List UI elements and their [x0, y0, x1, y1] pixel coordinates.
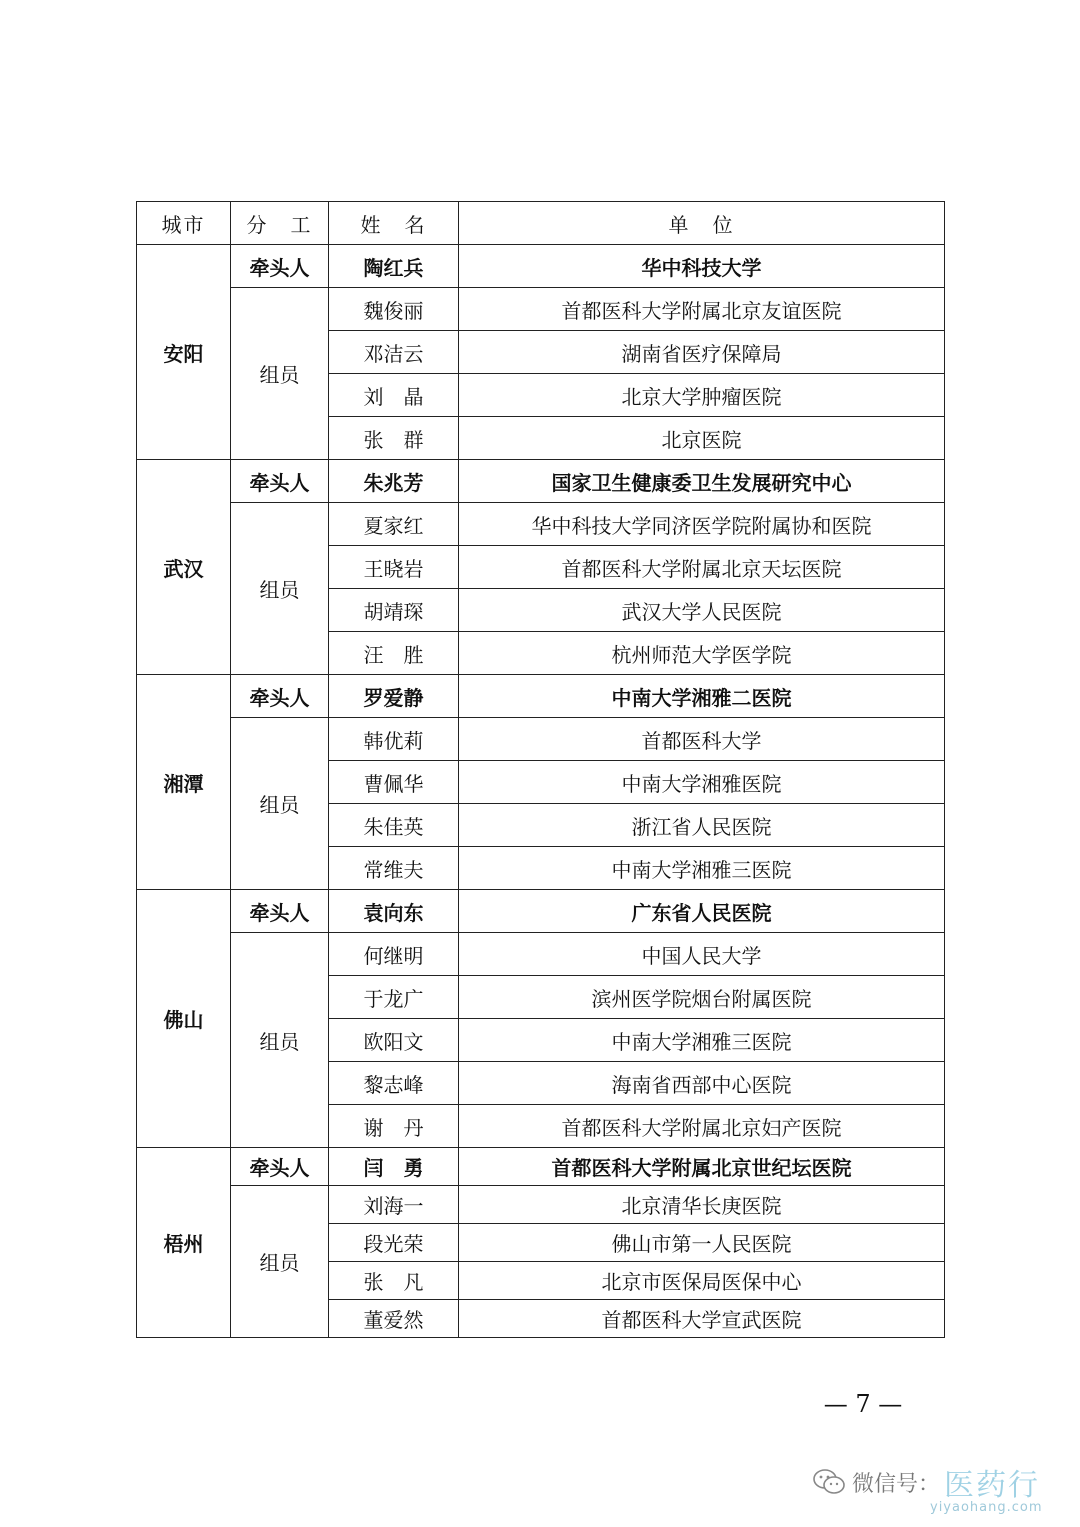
header-name: 姓 名 [329, 202, 459, 245]
member-role-cell: 组员 [231, 288, 329, 460]
name-cell: 魏俊丽 [329, 288, 459, 331]
unit-cell: 中南大学湘雅三医院 [459, 847, 945, 890]
header-role: 分 工 [231, 202, 329, 245]
table-row [137, 288, 945, 331]
name-cell: 何继明 [329, 933, 459, 976]
name-cell: 朱佳英 [329, 804, 459, 847]
page-number: — 7 — [823, 1390, 903, 1418]
unit-cell: 广东省人民医院 [459, 890, 945, 933]
name-cell: 常维夫 [329, 847, 459, 890]
name-cell: 袁向东 [329, 890, 459, 933]
name-cell: 罗爱静 [329, 675, 459, 718]
name-cell: 夏家红 [329, 503, 459, 546]
unit-cell: 首都医科大学附属北京天坛医院 [459, 546, 945, 589]
unit-cell: 北京市医保局医保中心 [459, 1262, 945, 1300]
city-cell: 佛山 [137, 890, 231, 1148]
unit-cell: 海南省西部中心医院 [459, 1062, 945, 1105]
lead-role-cell: 牵头人 [231, 460, 329, 503]
header-city: 城市 [137, 202, 231, 245]
table-row [137, 1148, 945, 1186]
unit-cell: 北京清华长庚医院 [459, 1186, 945, 1224]
group-foshan [137, 890, 945, 1148]
unit-cell: 首都医科大学附属北京世纪坛医院 [459, 1148, 945, 1186]
name-cell: 欧阳文 [329, 1019, 459, 1062]
unit-cell: 北京医院 [459, 417, 945, 460]
lead-role-cell: 牵头人 [231, 890, 329, 933]
table-row [137, 1186, 945, 1224]
name-cell: 谢 丹 [329, 1105, 459, 1148]
name-cell: 曹佩华 [329, 761, 459, 804]
unit-cell: 中南大学湘雅医院 [459, 761, 945, 804]
unit-cell: 华中科技大学同济医学院附属协和医院 [459, 503, 945, 546]
name-cell: 黎志峰 [329, 1062, 459, 1105]
city-cell: 安阳 [137, 245, 231, 460]
name-cell: 汪 胜 [329, 632, 459, 675]
member-role-cell: 组员 [231, 1186, 329, 1338]
table-row [137, 890, 945, 933]
group-xiangtan [137, 675, 945, 890]
header-row [137, 202, 945, 245]
name-cell: 胡靖琛 [329, 589, 459, 632]
unit-cell: 中国人民大学 [459, 933, 945, 976]
unit-cell: 武汉大学人民医院 [459, 589, 945, 632]
table-row [137, 933, 945, 976]
unit-cell: 佛山市第一人民医院 [459, 1224, 945, 1262]
name-cell: 王晓岩 [329, 546, 459, 589]
wechat-watermark [812, 1458, 1040, 1506]
table-row [137, 675, 945, 718]
unit-cell: 北京大学肿瘤医院 [459, 374, 945, 417]
unit-cell: 首都医科大学宣武医院 [459, 1300, 945, 1338]
header-unit: 单 位 [459, 202, 945, 245]
name-cell: 于龙广 [329, 976, 459, 1019]
member-roster-table [136, 201, 945, 1338]
unit-cell: 首都医科大学 [459, 718, 945, 761]
name-cell: 刘海一 [329, 1186, 459, 1224]
lead-role-cell: 牵头人 [231, 1148, 329, 1186]
table-row [137, 503, 945, 546]
unit-cell: 中南大学湘雅二医院 [459, 675, 945, 718]
group-wuhan [137, 460, 945, 675]
unit-cell: 湖南省医疗保障局 [459, 331, 945, 374]
watermark-url: yiyaohang.com [930, 1500, 1043, 1515]
name-cell: 张 凡 [329, 1262, 459, 1300]
city-cell: 湘潭 [137, 675, 231, 890]
watermark-prefix: 微信号： [852, 1471, 941, 1497]
watermark-brand: 医药行 [944, 1468, 1041, 1503]
table-row [137, 460, 945, 503]
city-cell: 梧州 [137, 1148, 231, 1338]
member-role-cell: 组员 [231, 933, 329, 1148]
member-role-cell: 组员 [231, 718, 329, 890]
name-cell: 陶红兵 [329, 245, 459, 288]
unit-cell: 首都医科大学附属北京友谊医院 [459, 288, 945, 331]
member-role-cell: 组员 [231, 503, 329, 675]
unit-cell: 首都医科大学附属北京妇产医院 [459, 1105, 945, 1148]
city-cell: 武汉 [137, 460, 231, 675]
group-wuzhou [137, 1148, 945, 1338]
name-cell: 闫 勇 [329, 1148, 459, 1186]
unit-cell: 浙江省人民医院 [459, 804, 945, 847]
table-row [137, 245, 945, 288]
name-cell: 邓洁云 [329, 331, 459, 374]
unit-cell: 华中科技大学 [459, 245, 945, 288]
group-anyang [137, 245, 945, 460]
name-cell: 刘 晶 [329, 374, 459, 417]
lead-role-cell: 牵头人 [231, 675, 329, 718]
unit-cell: 杭州师范大学医学院 [459, 632, 945, 675]
unit-cell: 中南大学湘雅三医院 [459, 1019, 945, 1062]
unit-cell: 滨州医学院烟台附属医院 [459, 976, 945, 1019]
name-cell: 韩优莉 [329, 718, 459, 761]
unit-cell: 国家卫生健康委卫生发展研究中心 [459, 460, 945, 503]
lead-role-cell: 牵头人 [231, 245, 329, 288]
wechat-icon [812, 1468, 846, 1496]
table-row [137, 718, 945, 761]
name-cell: 董爱然 [329, 1300, 459, 1338]
name-cell: 朱兆芳 [329, 460, 459, 503]
name-cell: 段光荣 [329, 1224, 459, 1262]
name-cell: 张 群 [329, 417, 459, 460]
